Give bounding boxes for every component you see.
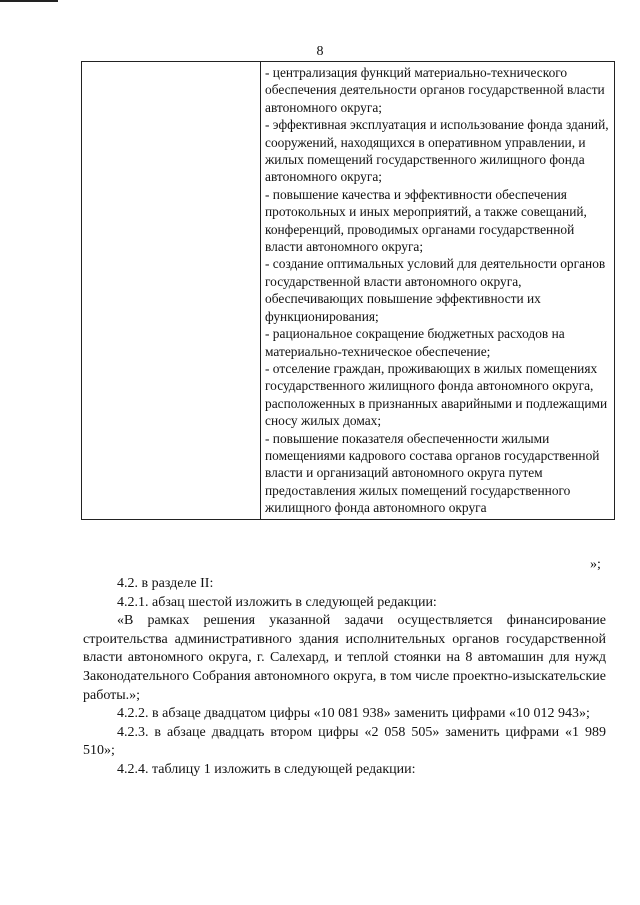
page-number: 8	[316, 44, 324, 59]
corner-scan-mark	[0, 0, 58, 2]
list-item: - централизация функций материально-технического обеспечения деятельности органов государственной власти автономного округа;	[265, 65, 605, 115]
table-row	[82, 62, 615, 520]
list-item: - повышение показателя обеспеченности жилыми помещениями кадрового состава органов государственной власти и организаций автономного округа путем предоставления жилых помещений государственного жилищного фонда автономного округа	[265, 430, 600, 516]
paragraph: «В рамках решения указанной задачи осуществляется финансирование строительства административного здания исполнительных органов государственной власти автономного округа, г. Салехард, и теплой стоянки на 8 автомашин для нужд Законодательного Собрания автономного округа, в том числе проектно-изыскательские работы.»;	[83, 613, 606, 703]
paragraph: 4.2.4. таблицу 1 изложить в следующей редакции:	[117, 761, 416, 777]
list-item: - отселение граждан, проживающих в жилых помещениях государственного жилищного фонда автономного округа, расположенных в признанных аварийными и подлежащими сносу жилых домах;	[265, 360, 608, 429]
list-item: - рациональное сокращение бюджетных расходов на материально-техническое обеспечение;	[265, 326, 565, 359]
list-item: - повышение качества и эффективности обеспечения протокольных и иных мероприятий, а также совещаний, конференций, проводимых органами государственной власти автономного округа;	[265, 186, 587, 255]
paragraph: 4.2.2. в абзаце двадцатом цифры «10 081 938» заменить цифрами «10 012 943»;	[117, 706, 590, 722]
table-cell-empty	[82, 62, 261, 520]
paragraph: 4.2. в разделе II:	[117, 576, 214, 591]
tasks-table	[81, 61, 615, 520]
paragraph: 4.2.3. в абзаце двадцать втором цифры «2 058 505» заменить цифрами «1 989 510»;	[83, 724, 606, 759]
document-body	[83, 575, 606, 780]
list-item: - создание оптимальных условий для деятельности органов государственной власти автономного округа, обеспечивающих повышение эффективности их функционирования;	[265, 256, 606, 324]
paragraph: 4.2.1. абзац шестой изложить в следующей редакции:	[117, 594, 437, 610]
table-cell-tasks	[261, 62, 615, 520]
list-item: - эффективная эксплуатация и использование фонда зданий, сооружений, находящихся в оперативном управлении, и жилых помещений государственного жилищного фонда автономного округа;	[265, 117, 609, 185]
table-closing-mark: »;	[590, 557, 601, 572]
